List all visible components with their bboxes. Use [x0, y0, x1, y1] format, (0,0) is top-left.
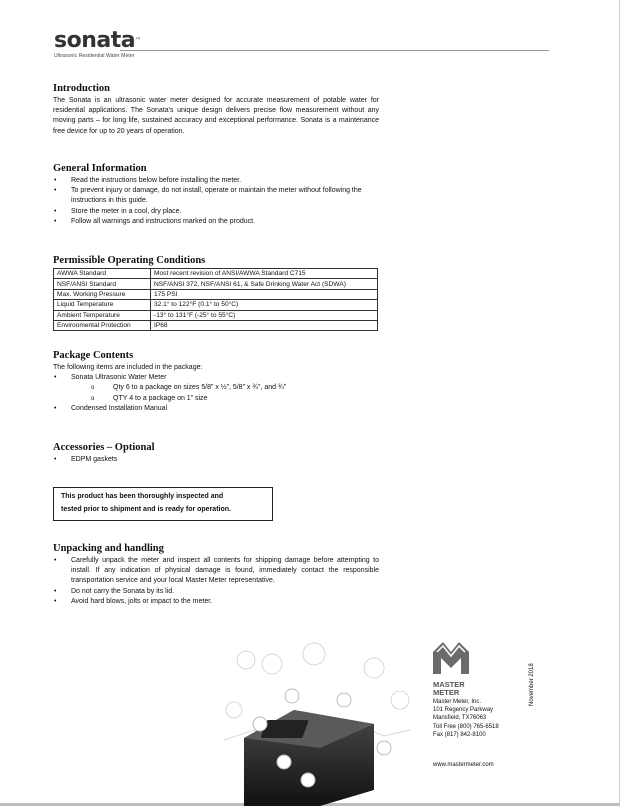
table-cell-label: Max. Working Pressure — [54, 289, 151, 299]
operating-conditions-heading: Permissible Operating Conditions — [53, 255, 206, 266]
master-meter-logo — [433, 640, 469, 697]
document-date: November 2018 — [529, 663, 535, 706]
logo-word-master: MASTER — [433, 680, 465, 689]
brand-tagline: Ultrasonic Residential Water Meter — [54, 53, 135, 59]
header-rule — [120, 50, 549, 51]
table-row — [54, 300, 378, 310]
introduction-text: The Sonata is an ultrasonic water meter designed for accurate measurement of potable water for residential applications. The Sonata’s unique design delivers precise flow measurement without any moving parts – for long life, sustained accuracy and exceptional performance. Sonata is a maintenance free device for up to 20 years of operation. — [53, 97, 379, 135]
sub-list-item: o QTY 4 to a package on 1” size — [71, 394, 379, 404]
table-cell-label: Liquid Temperature — [54, 300, 151, 310]
inspection-notice — [53, 487, 273, 521]
table-row — [54, 320, 378, 330]
general-information-heading: General Information — [53, 163, 147, 174]
package-contents-list — [53, 373, 379, 414]
table-cell-value: IP68 — [151, 320, 378, 330]
accessories-section — [53, 442, 379, 465]
general-information-section — [53, 163, 379, 227]
list-item: • Read the instructions below before installing the meter. — [53, 176, 379, 186]
sub-list-item: o Qty 6 to a package on sizes 5/8” x ½”, 5/8” x ¾”, and ¾” — [71, 383, 379, 393]
brand-name: sonata — [54, 28, 136, 53]
notice-line: This product has been thoroughly inspected and — [61, 493, 224, 500]
package-sub-list — [71, 383, 379, 403]
product-photo — [224, 640, 410, 806]
company-toll-free: Toll Free (800) 765-6518 — [433, 723, 499, 730]
general-information-list — [53, 176, 379, 227]
operating-conditions-table — [53, 268, 378, 331]
table-row — [54, 289, 378, 299]
unpacking-list — [53, 556, 379, 607]
company-fax: Fax (817) 842-8100 — [433, 731, 486, 738]
table-cell-label: Environmental Protection — [54, 320, 151, 330]
notice-line: tested prior to shipment and is ready for operation. — [61, 506, 231, 513]
operating-conditions-section — [53, 255, 379, 331]
package-contents-intro: The following items are included in the package: — [53, 364, 203, 371]
list-item: • To prevent injury or damage, do not install, operate or maintain the meter without following the instructions in this guide. — [53, 186, 379, 206]
company-address — [433, 698, 499, 739]
sonata-logo — [54, 30, 141, 59]
table-row — [54, 279, 378, 289]
list-item — [53, 373, 379, 404]
company-name: Master Meter, Inc. — [433, 699, 482, 705]
table-cell-value: -13° to 131°F (-25° to 55°C) — [151, 310, 378, 320]
list-item: • Follow all warnings and instructions marked on the product. — [53, 217, 379, 227]
accessories-list — [53, 455, 379, 465]
list-item: • Condensed Installation Manual — [53, 404, 379, 414]
introduction-section — [53, 83, 379, 137]
unpacking-section — [53, 543, 379, 607]
company-street: 101 Regency Parkway — [433, 707, 494, 714]
list-item: • Avoid hard blows, jolts or impact to the meter. — [53, 597, 379, 607]
table-cell-label: NSF/ANSI Standard — [54, 279, 151, 289]
introduction-heading: Introduction — [53, 83, 110, 94]
company-url: www.mastermeter.com — [433, 762, 494, 768]
table-cell-value: 175 PSI — [151, 289, 378, 299]
table-cell-label: Ambient Temperature — [54, 310, 151, 320]
logo-word-meter: METER — [433, 688, 460, 697]
list-item: • EDPM gaskets — [53, 455, 379, 465]
package-item-label: Sonata Ultrasonic Water Meter — [71, 374, 167, 382]
table-row — [54, 310, 378, 320]
list-item: • Carefully unpack the meter and inspect all contents for shipping damage before attempting to install. If any indication of physical damage is found, immediately contact the responsible transportation service and your local Master Meter representative. — [53, 556, 379, 587]
accessories-heading: Accessories – Optional — [53, 442, 155, 453]
table-cell-label: AWWA Standard — [54, 269, 151, 279]
package-contents-section — [53, 350, 379, 414]
package-contents-heading: Package Contents — [53, 350, 134, 361]
company-city: Mansfield, TX76063 — [433, 715, 487, 722]
table-cell-value: NSF/ANSI 372, NSF/ANSI 61, & Safe Drinking Water Act (SDWA) — [151, 279, 378, 289]
table-row — [54, 269, 378, 279]
list-item: • Store the meter in a cool, dry place. — [53, 207, 379, 217]
table-cell-value: Most recent revision of ANSI/AWWA Standard C715 — [151, 269, 378, 279]
table-cell-value: 32.1° to 122°F (0.1° to 50°C) — [151, 300, 378, 310]
list-item: • Do not carry the Sonata by its lid. — [53, 587, 379, 597]
trademark: ™ — [135, 37, 141, 44]
unpacking-heading: Unpacking and handling — [53, 543, 164, 554]
master-meter-logo-icon — [433, 640, 469, 674]
